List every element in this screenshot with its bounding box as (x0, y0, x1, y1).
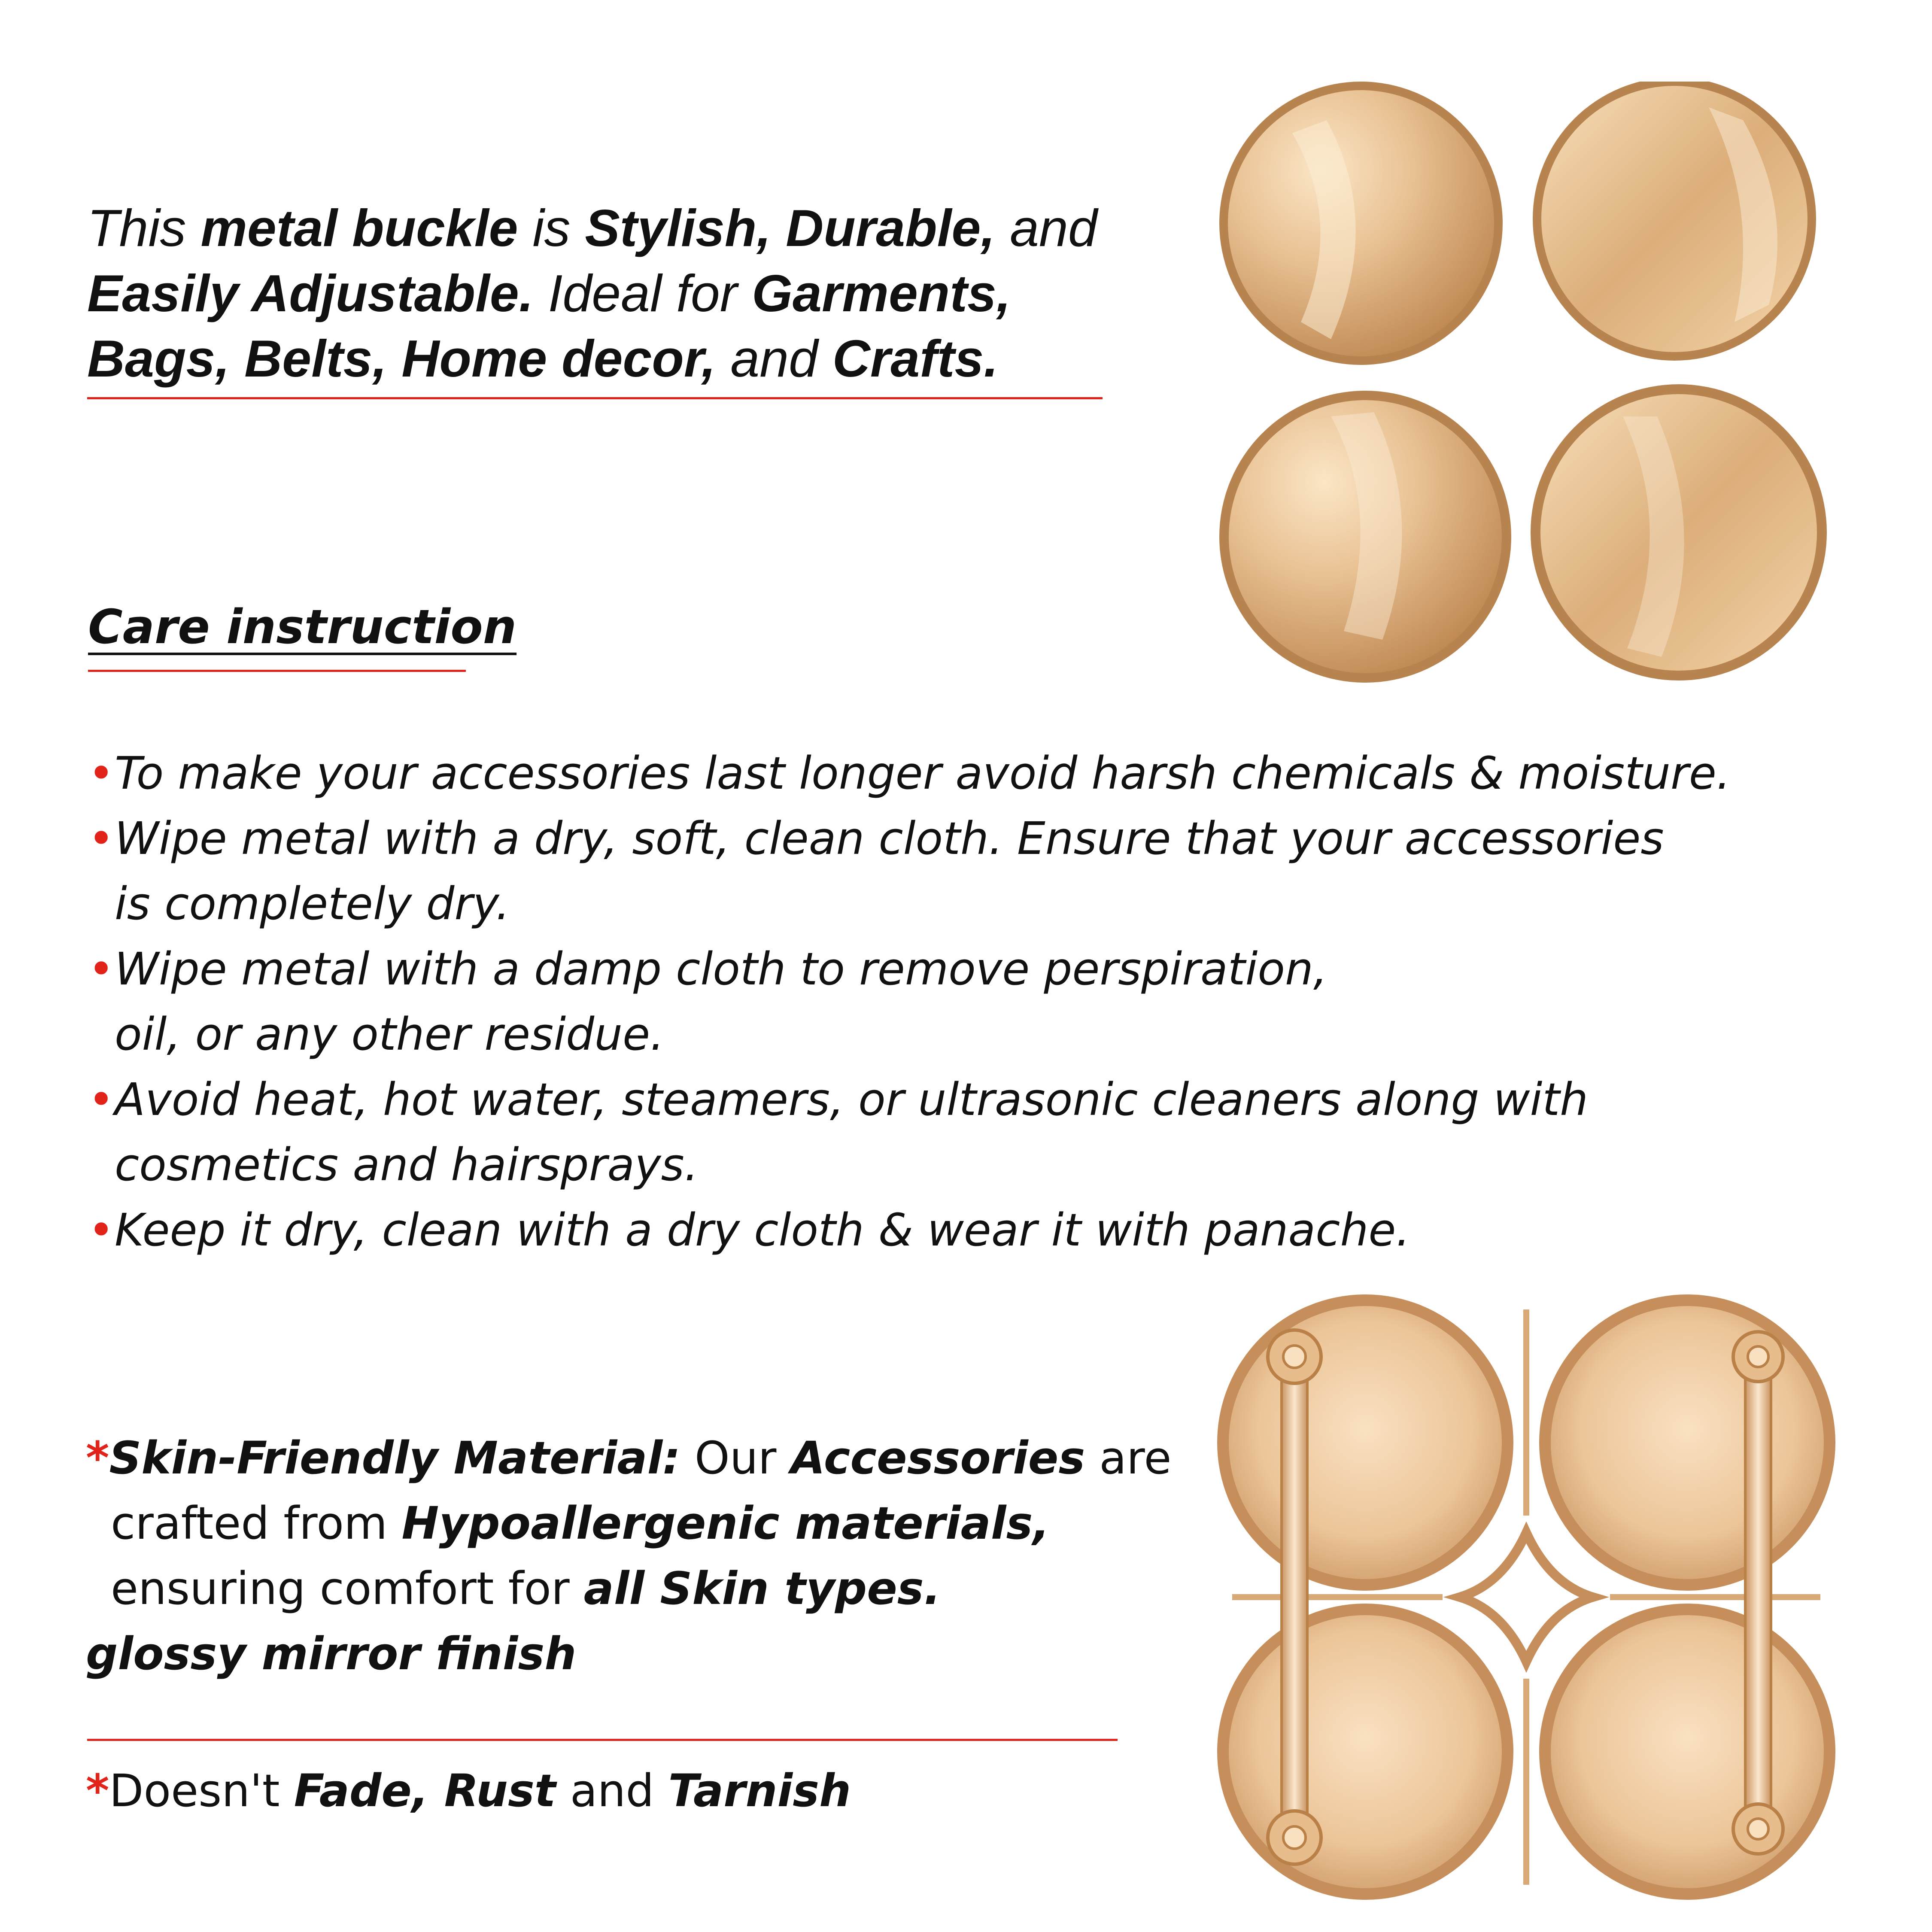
list-item: • To make your accessories last longer avoid harsh chemicals & moisture. (88, 741, 1762, 806)
bullet-dot-icon: • (88, 747, 115, 799)
asterisk-icon: * (86, 1765, 109, 1817)
list-item: • Avoid heat, hot water, steamers, or ultrasonic cleaners along with cosmetics and hairsprays. (88, 1067, 1810, 1197)
buckle-front-image (1202, 82, 1846, 691)
list-item: • Wipe metal with a dry, soft, clean cloth. Ensure that your accessories is completely dry. (88, 806, 1703, 936)
buckle-front-disc-bottom-right (1531, 384, 1827, 680)
care-instruction-list (88, 741, 1762, 1263)
list-item: • Wipe metal with a damp cloth to remove perspiration, oil, or any other residue. (88, 936, 1360, 1067)
material-description: *Skin-Friendly Material: Our Accessories are crafted from Hypoallergenic materials, ensuring comfort for all Skin types. glossy mirror finish (86, 1432, 1172, 1680)
buckle-front-disc-bottom-left (1219, 391, 1511, 683)
material-divider (87, 1739, 1118, 1741)
intro-divider (87, 397, 1103, 399)
finish-label: glossy mirror finish (86, 1628, 577, 1680)
intro-text: This metal buckle is Stylish, Durable, and Easily Adjustable. Ideal for Garments, Bags, Belts, Home decor, and Crafts. (87, 199, 1097, 388)
bullet-dot-icon: • (88, 812, 115, 865)
bullet-dot-icon: • (88, 1204, 115, 1256)
care-heading-divider (88, 670, 466, 672)
asterisk-icon: * (86, 1432, 109, 1484)
buckle-front-disc-top-right (1533, 82, 1816, 361)
bullet-dot-icon: • (88, 943, 115, 995)
care-instruction-heading: Care instruction (88, 599, 517, 654)
buckle-front-disc-top-left (1219, 82, 1503, 365)
buckle-back-image (1206, 1292, 1850, 1902)
list-item: • Keep it dry, clean with a dry cloth & wear it with panache. (88, 1197, 1762, 1263)
durability-claim: *Doesn't Fade, Rust and Tarnish (86, 1765, 851, 1817)
bullet-dot-icon: • (88, 1073, 115, 1126)
